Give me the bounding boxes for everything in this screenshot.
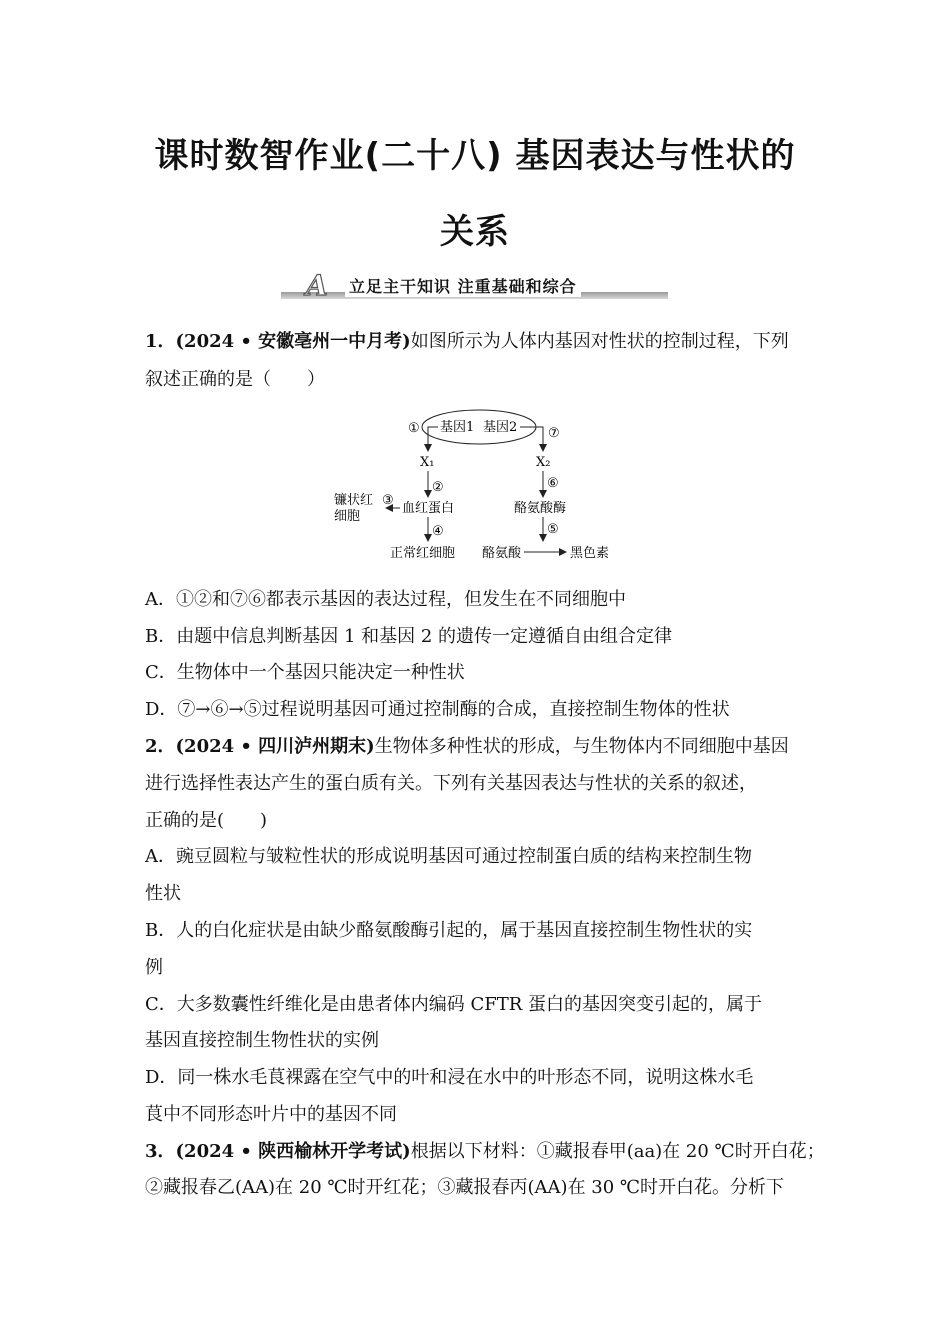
q1-stem-line-1 <box>145 329 825 355</box>
q1-stem-text: 如图所示为人体内基因对性状的控制过程，下列 <box>410 331 789 352</box>
page-title-line-1: 课时数智作业(二十八) 基因表达与性状的 <box>154 136 796 176</box>
normal-rbc-label: 正常红细胞 <box>390 546 456 561</box>
q1-option-c: C．生物体中一个基因只能决定一种性状 <box>145 662 465 683</box>
section-label: 立足主干知识 注重基础和综合 <box>345 274 581 297</box>
q1-source: (2024 • 安徽亳州一中月考) <box>175 331 411 352</box>
q3-stem-line-2: ②藏报春乙(AA)在 20 ℃时开红花；③藏报春丙(AA)在 30 ℃时开白花。分析下 <box>145 1177 785 1198</box>
q3-source: (2024 • 陕西榆林开学考试) <box>175 1141 411 1162</box>
step-3-label: ③ <box>382 493 394 508</box>
q1-option-b: B．由题中信息判断基因 1 和基因 2 的遗传一定遵循自由组合定律 <box>145 626 673 647</box>
q1-stem-line-2: 叙述正确的是（ ） <box>145 369 325 390</box>
q3-stem-line-1 <box>145 1139 825 1165</box>
q1-option-a: A．①②和⑦⑥都表示基因的表达过程，但发生在不同细胞中 <box>145 589 626 610</box>
arrow-7 <box>520 427 543 451</box>
page-title-line-2: 关系 <box>440 212 510 252</box>
step-4-label: ④ <box>432 524 444 539</box>
q1-number: 1． <box>145 331 176 352</box>
sickle-cell-label-2: 细胞 <box>334 509 361 524</box>
q2-option-c-line-1: C．大多数囊性纤维化是由患者体内编码 CFTR 蛋白的基因突变引起的，属于 <box>145 994 763 1015</box>
tyrosinase-label: 酪氨酸酶 <box>514 501 567 516</box>
gene-2-label: 基因2 <box>483 420 518 435</box>
arrow-1 <box>428 427 438 451</box>
q2-stem-line-2: 进行选择性表达产生的蛋白质有关。下列有关基因表达与性状的关系的叙述， <box>145 773 757 794</box>
q3-number: 3． <box>145 1141 176 1162</box>
x2-label: X₂ <box>536 455 551 470</box>
hemoglobin-label: 血红蛋白 <box>402 501 455 516</box>
step-5-label: ⑤ <box>547 522 559 537</box>
section-a-icon <box>303 270 337 300</box>
q2-stem-line-3: 正确的是( ) <box>145 810 268 831</box>
melanin-label: 黑色素 <box>570 546 610 561</box>
q2-stem-line-1 <box>145 734 825 760</box>
q2-option-d-line-2: 茛中不同形态叶片中的基因不同 <box>145 1104 397 1125</box>
step-2-label: ② <box>432 480 444 495</box>
gene-1-label: 基因1 <box>440 420 475 435</box>
q2-option-c-line-2: 基因直接控制生物性状的实例 <box>145 1030 379 1051</box>
q3-stem-text: 根据以下材料：①藏报春甲(aa)在 20 ℃时开白花； <box>410 1141 825 1162</box>
step-7-label: ⑦ <box>548 426 560 441</box>
q2-stem-text: 生物体多种性状的形成，与生物体内不同细胞中基因 <box>374 736 789 757</box>
q2-option-b-line-2: 例 <box>145 957 163 978</box>
q2-option-d-line-1: D．同一株水毛茛裸露在空气中的叶和浸在水中的叶形态不同，说明这株水毛 <box>145 1067 754 1088</box>
step-6-label: ⑥ <box>547 476 559 491</box>
q1-option-d: D．⑦→⑥→⑤过程说明基因可通过控制酶的合成，直接控制生物体的性状 <box>145 699 730 720</box>
gene-control-diagram <box>330 405 630 565</box>
svg-text:A: A <box>306 270 328 300</box>
q2-source: (2024 • 四川泸州期末) <box>175 736 375 757</box>
q2-option-a-line-2: 性状 <box>145 883 181 904</box>
q2-number: 2． <box>145 736 176 757</box>
tyrosine-label: 酪氨酸 <box>482 546 522 561</box>
sickle-cell-label-1: 镰状红 <box>334 493 374 508</box>
x1-label: X₁ <box>420 455 435 470</box>
q2-option-b-line-1: B．人的白化症状是由缺少酪氨酸酶引起的，属于基因直接控制生物性状的实 <box>145 920 753 941</box>
q2-option-a-line-1: A．豌豆圆粒与皱粒性状的形成说明基因可通过控制蛋白质的结构来控制生物 <box>145 846 752 867</box>
step-1-label: ① <box>408 421 420 436</box>
section-banner <box>281 270 668 302</box>
